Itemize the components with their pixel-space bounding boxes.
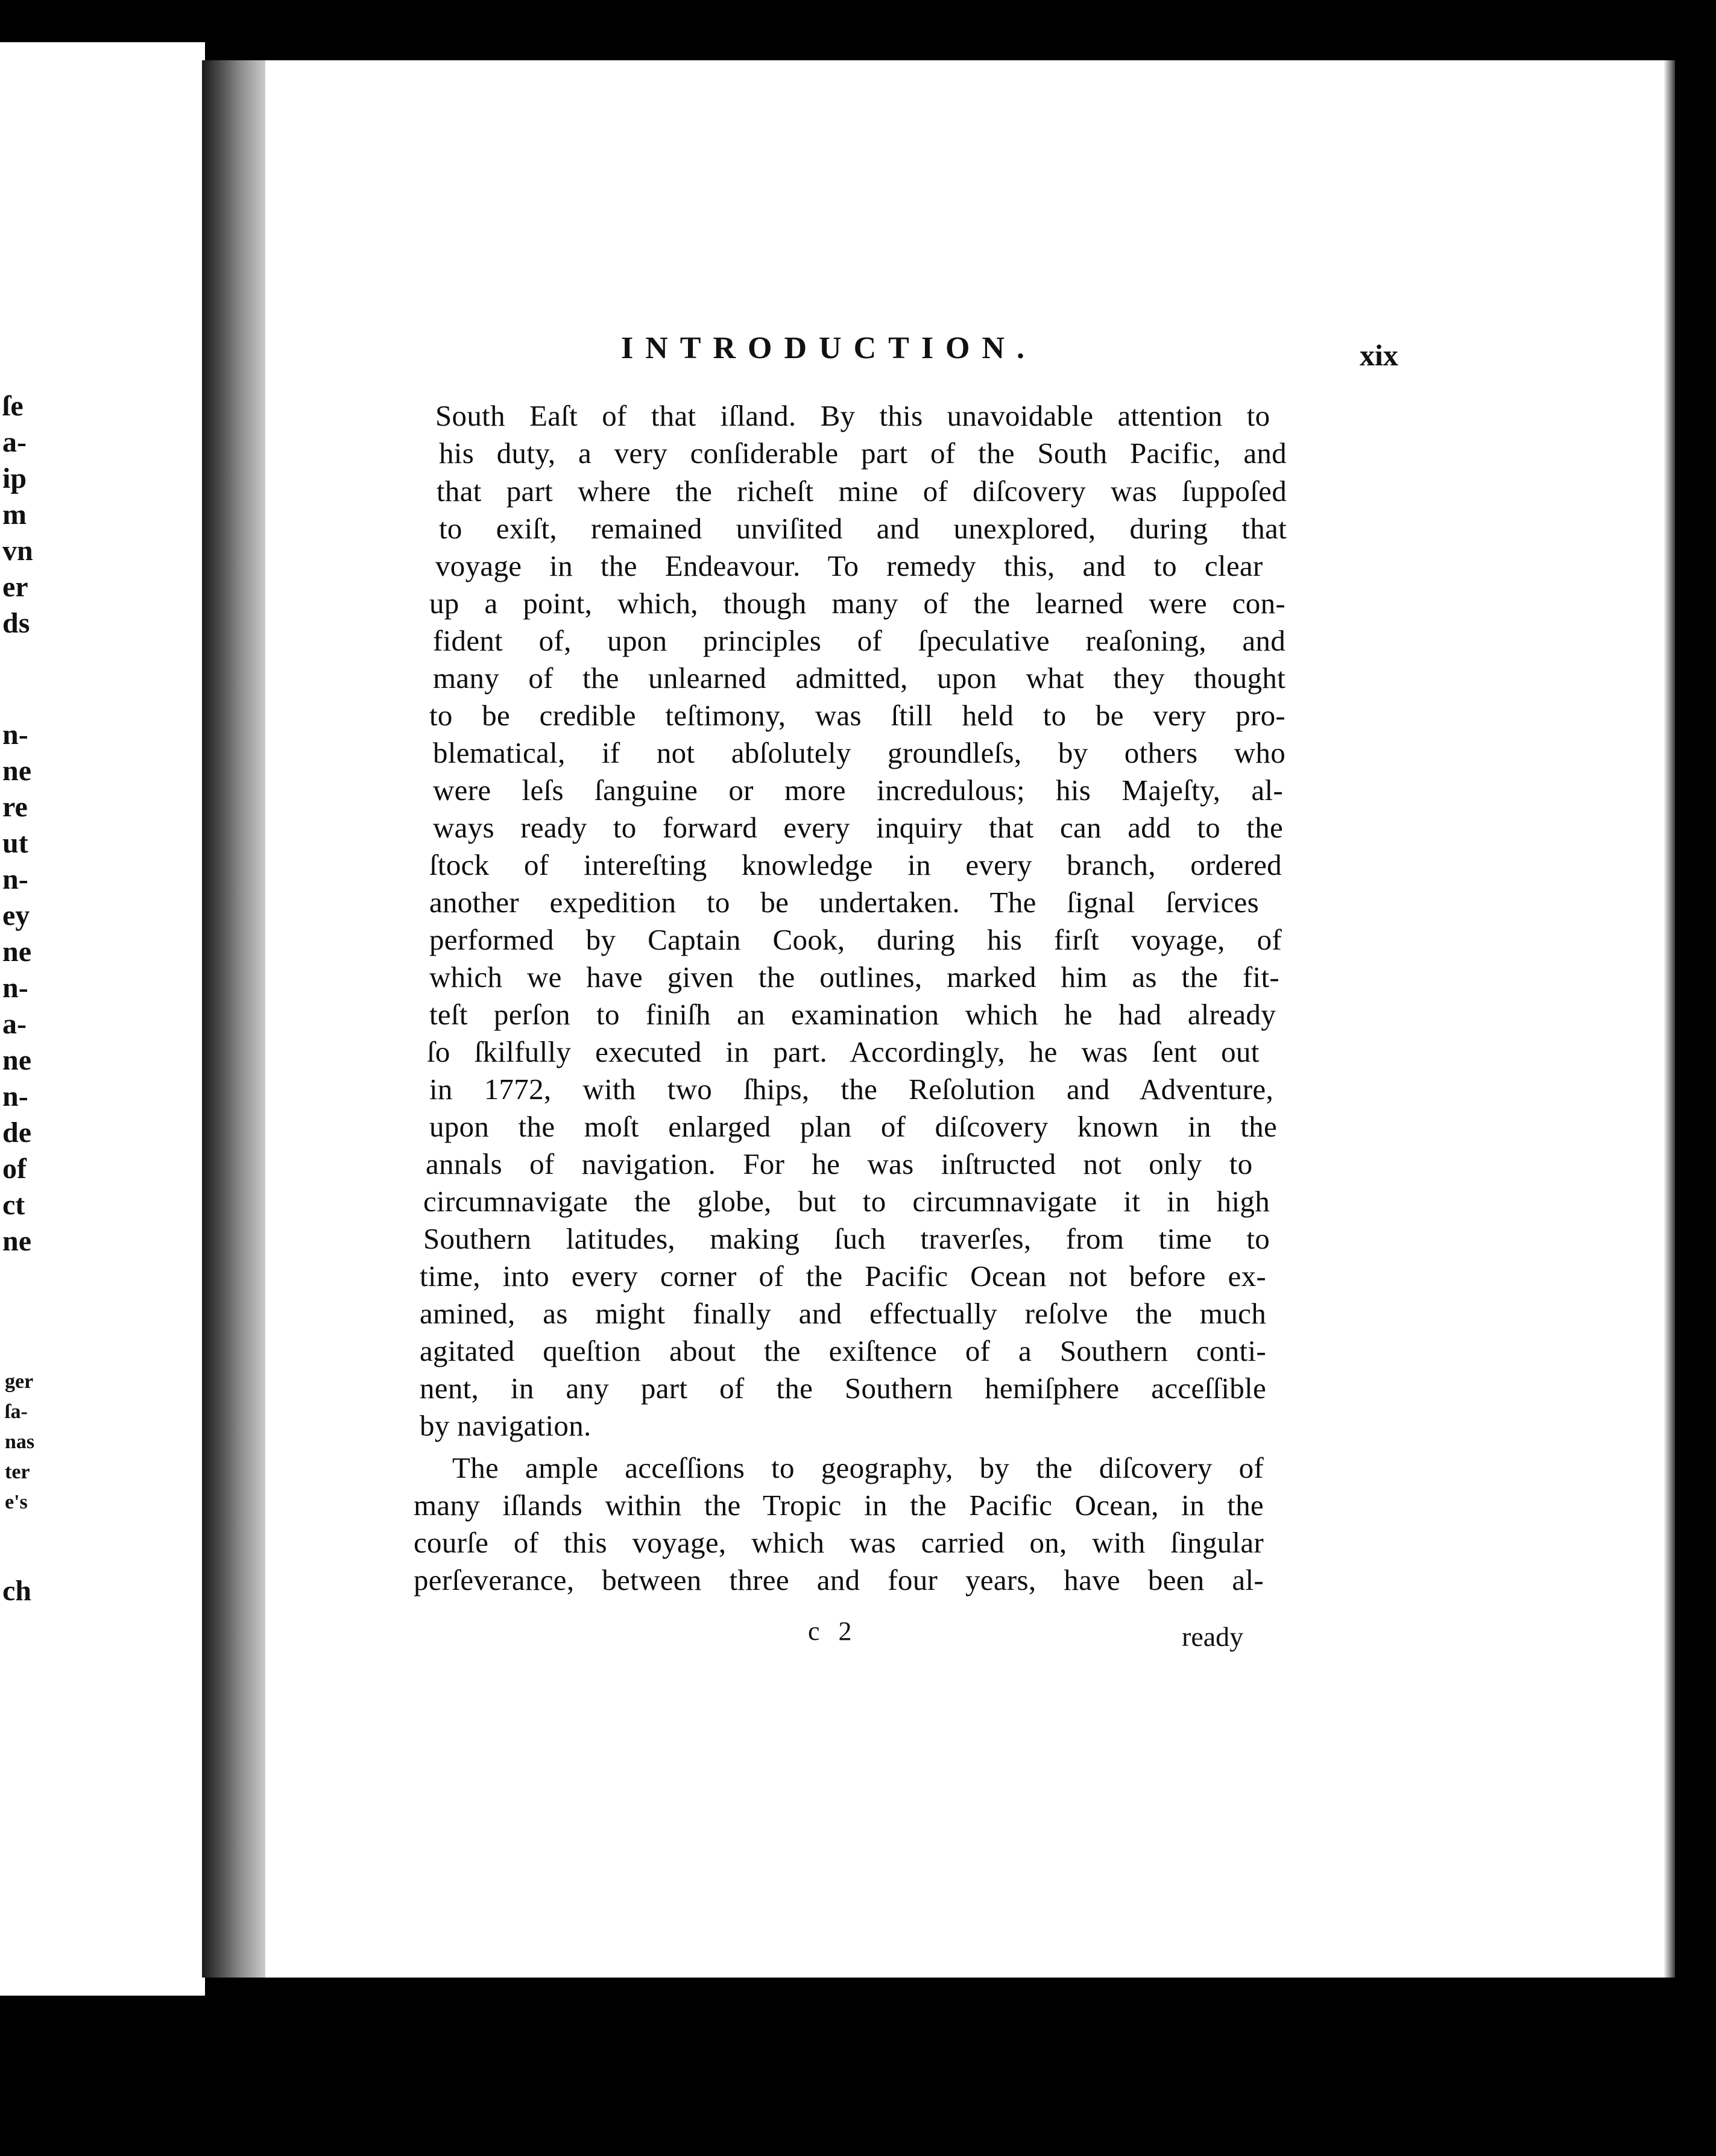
text-line: circumnavigate the globe, but to circumnavigate it in high xyxy=(423,1185,1270,1218)
text-line: up a point, which, though many of the learned were con- xyxy=(429,587,1285,620)
text-line: ſo ſkilfully executed in part. Accordingly, he was ſent out xyxy=(427,1035,1260,1068)
text-line: voyage in the Endeavour. To remedy this, and to clear xyxy=(435,549,1263,582)
previous-page-line-end: n- xyxy=(2,863,28,895)
page-edge-shadow xyxy=(1664,60,1675,1978)
text-line: South Eaſt of that iſland. By this unavoidable attention to xyxy=(435,399,1270,432)
text-line: that part where the richeſt mine of diſcovery was ſuppoſed xyxy=(437,474,1287,508)
text-line: by navigation. xyxy=(420,1409,591,1442)
previous-page-line-end: er xyxy=(2,571,28,603)
text-line: amined, as might finally and effectually reſolve the much xyxy=(420,1297,1266,1330)
previous-page-line-end: of xyxy=(2,1153,27,1185)
text-line: teſt perſon to finiſh an examination which he had already xyxy=(429,998,1276,1031)
previous-page-line-end: nas xyxy=(5,1431,35,1453)
text-line: upon the moſt enlarged plan of diſcovery known in the xyxy=(429,1110,1277,1143)
previous-page-line-end: n- xyxy=(2,972,28,1004)
previous-page-line-end: ſa- xyxy=(5,1401,28,1423)
text-line: performed by Captain Cook, during his firſt voyage, of xyxy=(429,923,1282,956)
previous-page-line-end: a- xyxy=(2,1008,27,1040)
catchword: ready xyxy=(1182,1621,1244,1652)
previous-page-line-end: ne xyxy=(2,1044,31,1076)
previous-page-line-end: vn xyxy=(2,535,33,567)
previous-page-line-end: ip xyxy=(2,462,27,494)
text-line: many iſlands within the Tropic in the Pacific Ocean, in the xyxy=(414,1489,1264,1522)
text-line: perſeverance, between three and four years, have been al- xyxy=(414,1563,1264,1597)
running-head: INTRODUCTION. xyxy=(621,331,1037,365)
text-line: nent, in any part of the Southern hemiſphere acceſſible xyxy=(420,1372,1266,1405)
previous-page-line-end: ne xyxy=(2,1225,31,1257)
text-line: ſtock of intereſting knowledge in every branch, ordered xyxy=(429,848,1282,881)
previous-page-line-end: de xyxy=(2,1117,31,1149)
previous-page-line-end: ds xyxy=(2,607,30,639)
text-line: were leſs ſanguine or more incredulous; his Majeſty, al- xyxy=(433,774,1283,807)
text-line: fident of, upon principles of ſpeculative reaſoning, and xyxy=(433,624,1285,657)
text-line: agitated queſtion about the exiſtence of a Southern conti- xyxy=(420,1334,1266,1367)
text-line: another expedition to be undertaken. The ſignal ſervices xyxy=(429,886,1259,919)
previous-page-line-end: re xyxy=(2,791,28,823)
previous-page-line-end: ch xyxy=(2,1575,31,1607)
previous-page-line-end: ne xyxy=(2,755,31,787)
previous-page-line-end: m xyxy=(2,499,27,531)
text-line: time, into every corner of the Pacific Ocean not before ex- xyxy=(420,1259,1266,1293)
previous-page-line-end: ct xyxy=(2,1189,25,1221)
text-line: to exiſt, remained unviſited and unexplored, during that xyxy=(439,512,1287,545)
previous-page-line-end: n- xyxy=(2,1080,28,1112)
previous-page-line-end: a- xyxy=(2,426,27,458)
previous-page-line-end: ut xyxy=(2,827,28,859)
text-line: blematical, if not abſolutely groundleſs, by others who xyxy=(433,736,1285,769)
text-line: which we have given the outlines, marked him as the fit- xyxy=(429,960,1279,994)
previous-page-line-end: e's xyxy=(5,1491,28,1513)
previous-page-line-end: ger xyxy=(5,1370,34,1393)
previous-page-line-end: ſe xyxy=(2,390,24,422)
text-line: courſe of this voyage, which was carried on, with ſingular xyxy=(414,1526,1264,1559)
previous-page-line-end: n- xyxy=(2,719,28,751)
previous-page-line-end: ter xyxy=(5,1461,30,1483)
text-line: to be credible teſtimony, was ſtill held to be very pro- xyxy=(429,699,1285,732)
text-line: his duty, a very conſiderable part of the South Pacific, and xyxy=(439,437,1287,470)
page-number: xix xyxy=(1360,338,1398,372)
text-line: many of the unlearned admitted, upon what they thought xyxy=(433,661,1285,695)
previous-page-line-end: ne xyxy=(2,936,31,968)
previous-page-line-end: ey xyxy=(2,900,30,931)
signature-mark: c 2 xyxy=(808,1616,858,1646)
text-line: Southern latitudes, making ſuch traverſes, from time to xyxy=(423,1222,1270,1255)
previous-page-fragment xyxy=(0,42,205,1996)
text-line: annals of navigation. For he was inſtructed not only to xyxy=(426,1147,1253,1180)
text-line: in 1772, with two ſhips, the Reſolution and Adventure, xyxy=(429,1073,1273,1106)
text-line: ways ready to forward every inquiry that can add to the xyxy=(433,811,1283,844)
text-line: The ample acceſſions to geography, by the diſcovery of xyxy=(452,1451,1264,1484)
